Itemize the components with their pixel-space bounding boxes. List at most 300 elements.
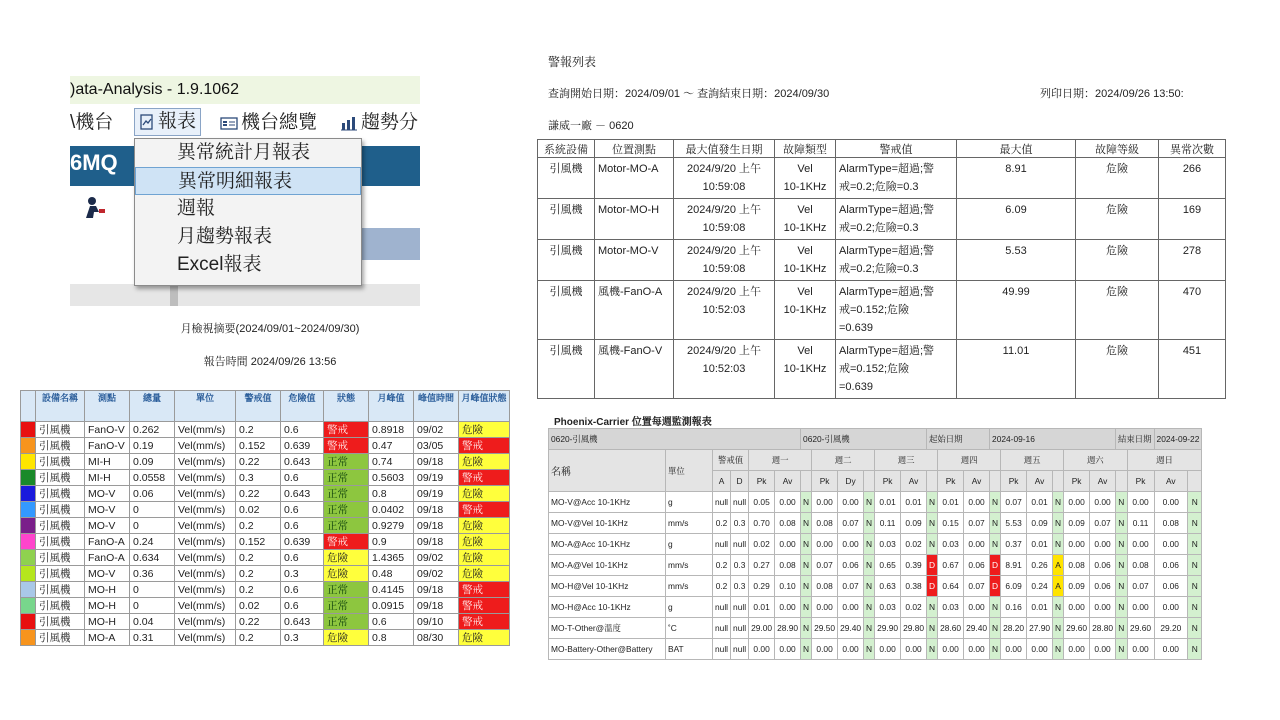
day-pk: 0.00 bbox=[1064, 639, 1090, 660]
unit: Vel(mm/s) bbox=[175, 614, 236, 630]
alarm-print-date: 列印日期：2024/09/26 13:50: bbox=[1040, 88, 1184, 100]
point: FanO-A bbox=[85, 534, 130, 550]
point: MO-H bbox=[85, 598, 130, 614]
day-pk: 0.00 bbox=[812, 639, 838, 660]
col-max-date: 最大值發生日期 bbox=[674, 140, 775, 158]
toolbar-label: 6MQ bbox=[70, 150, 118, 175]
danger-value: 0.6 bbox=[281, 470, 324, 486]
peak-value: 1.4365 bbox=[369, 550, 414, 566]
point: FanO-A bbox=[85, 550, 130, 566]
fault-level: 危險 bbox=[1076, 240, 1159, 281]
unit: Vel(mm/s) bbox=[175, 502, 236, 518]
peak-time: 09/19 bbox=[414, 486, 459, 502]
table-row bbox=[538, 340, 1226, 399]
day-av: 0.00 bbox=[1090, 597, 1116, 618]
device-name: 引風機 bbox=[36, 502, 85, 518]
day-pk: 0.11 bbox=[1127, 513, 1154, 534]
status: 正常 bbox=[324, 614, 369, 630]
col-name: 名稱 bbox=[549, 450, 666, 492]
menu-screenshot bbox=[70, 76, 420, 306]
peak-status: 警戒 bbox=[459, 438, 510, 454]
col-alert: 警戒值 bbox=[236, 391, 281, 422]
peak-value: 0.5603 bbox=[369, 470, 414, 486]
dropdown-item-weekly[interactable]: 週報 bbox=[177, 198, 216, 219]
day-level: N bbox=[801, 639, 812, 660]
total: 0.262 bbox=[130, 422, 175, 438]
peak-time: 08/30 bbox=[414, 630, 459, 646]
unit: Vel(mm/s) bbox=[175, 550, 236, 566]
day-level: N bbox=[927, 618, 938, 639]
day-level: N bbox=[1053, 639, 1064, 660]
sub-av: Av bbox=[964, 471, 990, 492]
day-level: N bbox=[1116, 597, 1128, 618]
day-thu: 週四 bbox=[938, 450, 1001, 471]
max-date: 2024/9/20 上午 10:59:08 bbox=[674, 240, 775, 281]
day-pk: 29.90 bbox=[875, 618, 901, 639]
day-sun: 週日 bbox=[1127, 450, 1202, 471]
peak-value: 0.0402 bbox=[369, 502, 414, 518]
point-unit: ˚C bbox=[666, 618, 713, 639]
peak-time: 09/18 bbox=[414, 598, 459, 614]
day-pk: 5.53 bbox=[1001, 513, 1027, 534]
total: 0.19 bbox=[130, 438, 175, 454]
status: 正常 bbox=[324, 582, 369, 598]
col-unit: 單位 bbox=[175, 391, 236, 422]
day-level: N bbox=[1053, 513, 1064, 534]
abnormal-count: 266 bbox=[1159, 158, 1226, 199]
point: MO-V bbox=[85, 486, 130, 502]
peak-status: 危險 bbox=[459, 518, 510, 534]
dropdown-item-monthly-stats[interactable]: 異常統計月報表 bbox=[177, 142, 311, 163]
alarm-query-period: 查詢開始日期：2024/09/01 ～ 查詢結束日期：2024/09/30 bbox=[548, 88, 830, 100]
day-level: N bbox=[1116, 576, 1128, 597]
day-level: N bbox=[990, 618, 1001, 639]
status: 正常 bbox=[324, 502, 369, 518]
day-av: 0.00 bbox=[838, 492, 864, 513]
alert-setting: AlarmType=超過;警 戒=0.2;危險=0.3 bbox=[836, 199, 957, 240]
day-pk: 0.09 bbox=[1064, 513, 1090, 534]
danger-value: 0.6 bbox=[281, 502, 324, 518]
menu-machine[interactable]: \機台 bbox=[70, 112, 114, 133]
day-pk: 29.60 bbox=[1064, 618, 1090, 639]
alarm-a: null bbox=[713, 639, 731, 660]
start-date-label: 起始日期 bbox=[927, 429, 990, 450]
unit: Vel(mm/s) bbox=[175, 454, 236, 470]
unit: Vel(mm/s) bbox=[175, 598, 236, 614]
alert-value: 0.2 bbox=[236, 518, 281, 534]
peak-time: 03/05 bbox=[414, 438, 459, 454]
table-row bbox=[549, 618, 1202, 639]
day-level: N bbox=[927, 534, 938, 555]
day-level: N bbox=[801, 576, 812, 597]
day-av: 0.00 bbox=[838, 597, 864, 618]
color-swatch bbox=[21, 598, 36, 614]
sub-pk: Pk bbox=[749, 471, 775, 492]
point-unit: BAT bbox=[666, 639, 713, 660]
peak-value: 0.9 bbox=[369, 534, 414, 550]
peak-value: 0.9279 bbox=[369, 518, 414, 534]
peak-time: 09/19 bbox=[414, 470, 459, 486]
day-pk: 0.00 bbox=[1064, 492, 1090, 513]
col-system: 系統設備 bbox=[538, 140, 595, 158]
day-level: N bbox=[1188, 513, 1202, 534]
day-level: N bbox=[1188, 618, 1202, 639]
danger-value: 0.643 bbox=[281, 454, 324, 470]
day-pk: 0.01 bbox=[749, 597, 775, 618]
day-pk: 0.65 bbox=[875, 555, 901, 576]
dropdown-item-monthly-trend[interactable]: 月趨勢報表 bbox=[177, 226, 273, 247]
day-pk: 0.00 bbox=[1064, 534, 1090, 555]
total: 0 bbox=[130, 502, 175, 518]
day-level: N bbox=[1188, 597, 1202, 618]
day-pk: 0.09 bbox=[1064, 576, 1090, 597]
day-level: N bbox=[801, 618, 812, 639]
sub-pk: Pk bbox=[812, 471, 838, 492]
status: 正常 bbox=[324, 518, 369, 534]
max-date: 2024/9/20 上午 10:59:08 bbox=[674, 199, 775, 240]
point-unit: g bbox=[666, 597, 713, 618]
point: MO-V bbox=[85, 566, 130, 582]
day-av: 0.00 bbox=[1090, 639, 1116, 660]
day-av: 0.00 bbox=[1154, 639, 1188, 660]
day-av: 0.00 bbox=[775, 534, 801, 555]
alarm-d: null bbox=[731, 597, 749, 618]
point-name: MO-A@Vel 10-1KHz bbox=[549, 555, 666, 576]
sub-blank bbox=[1053, 471, 1064, 492]
alarm-a: null bbox=[713, 534, 731, 555]
alarm-table bbox=[537, 139, 1226, 399]
day-av: 0.00 bbox=[901, 639, 927, 660]
day-av: 29.20 bbox=[1154, 618, 1188, 639]
day-pk: 0.29 bbox=[749, 576, 775, 597]
point-unit: g bbox=[666, 492, 713, 513]
alarm-d: 0.3 bbox=[731, 555, 749, 576]
status: 危險 bbox=[324, 566, 369, 582]
peak-time: 09/02 bbox=[414, 422, 459, 438]
danger-value: 0.3 bbox=[281, 630, 324, 646]
day-level: N bbox=[1188, 576, 1202, 597]
alert-value: 0.152 bbox=[236, 438, 281, 454]
table-row bbox=[21, 598, 510, 614]
day-level: N bbox=[864, 639, 875, 660]
day-level: N bbox=[801, 513, 812, 534]
table-row bbox=[21, 502, 510, 518]
alarm-list-title: 警報列表 bbox=[548, 55, 597, 69]
point: MI-H bbox=[85, 454, 130, 470]
sub-blank bbox=[1188, 471, 1202, 492]
fault-level: 危險 bbox=[1076, 158, 1159, 199]
day-level: N bbox=[1053, 618, 1064, 639]
abnormal-count: 169 bbox=[1159, 199, 1226, 240]
day-pk: 0.01 bbox=[938, 492, 964, 513]
day-av: 0.00 bbox=[1027, 639, 1053, 660]
day-pk: 0.05 bbox=[749, 492, 775, 513]
end-date: 2024-09-22 bbox=[1154, 429, 1202, 450]
peak-value: 0.8 bbox=[369, 630, 414, 646]
day-av: 0.00 bbox=[775, 597, 801, 618]
point: MO-V bbox=[85, 518, 130, 534]
person-icon bbox=[82, 196, 108, 225]
device-name: 引風機 bbox=[36, 454, 85, 470]
day-level: D bbox=[990, 555, 1001, 576]
day-pk: 0.02 bbox=[749, 534, 775, 555]
day-av: 0.07 bbox=[1090, 513, 1116, 534]
unit: Vel(mm/s) bbox=[175, 438, 236, 454]
day-pk: 0.00 bbox=[875, 639, 901, 660]
day-level: D bbox=[927, 576, 938, 597]
color-swatch bbox=[21, 422, 36, 438]
day-av: 0.02 bbox=[901, 534, 927, 555]
day-level: A bbox=[1053, 555, 1064, 576]
color-swatch bbox=[21, 518, 36, 534]
col-unit: 單位 bbox=[666, 450, 713, 492]
sub-blank bbox=[990, 471, 1001, 492]
status: 正常 bbox=[324, 598, 369, 614]
sub-blank bbox=[801, 471, 812, 492]
day-av: 28.90 bbox=[775, 618, 801, 639]
day-pk: 0.03 bbox=[938, 534, 964, 555]
fault-level: 危險 bbox=[1076, 281, 1159, 340]
app-title: )ata-Analysis - 1.9.1062 bbox=[70, 76, 420, 104]
table-row bbox=[21, 582, 510, 598]
point: MI-H bbox=[85, 470, 130, 486]
point-unit: mm/s bbox=[666, 513, 713, 534]
alert-value: 0.3 bbox=[236, 470, 281, 486]
alarm-a: null bbox=[713, 618, 731, 639]
total: 0.634 bbox=[130, 550, 175, 566]
dropdown-item-excel[interactable]: Excel報表 bbox=[177, 254, 262, 275]
day-pk: 0.07 bbox=[812, 555, 838, 576]
max-value: 5.53 bbox=[957, 240, 1076, 281]
peak-time: 09/18 bbox=[414, 518, 459, 534]
day-wed: 週三 bbox=[875, 450, 938, 471]
sub-av: Av bbox=[775, 471, 801, 492]
point-name: MO-H@Acc 10-1KHz bbox=[549, 597, 666, 618]
machine-overview-icon bbox=[220, 115, 238, 131]
day-level: D bbox=[927, 555, 938, 576]
day-level: N bbox=[801, 492, 812, 513]
day-level: N bbox=[864, 513, 875, 534]
day-av: 0.00 bbox=[1154, 597, 1188, 618]
day-pk: 0.00 bbox=[1064, 597, 1090, 618]
table-row bbox=[549, 555, 1202, 576]
unit: Vel(mm/s) bbox=[175, 566, 236, 582]
danger-value: 0.6 bbox=[281, 598, 324, 614]
day-pk: 0.07 bbox=[1127, 576, 1154, 597]
total: 0 bbox=[130, 598, 175, 614]
day-av: 0.00 bbox=[1090, 534, 1116, 555]
device-name: 引風機 bbox=[36, 470, 85, 486]
alert-value: 0.22 bbox=[236, 486, 281, 502]
day-av: 0.38 bbox=[901, 576, 927, 597]
status: 危險 bbox=[324, 550, 369, 566]
col-fault-type: 故障類型 bbox=[775, 140, 836, 158]
sub-d: D bbox=[731, 471, 749, 492]
color-swatch bbox=[21, 502, 36, 518]
day-level: N bbox=[990, 492, 1001, 513]
day-pk: 0.00 bbox=[812, 534, 838, 555]
day-av: 0.06 bbox=[1154, 576, 1188, 597]
day-pk: 0.00 bbox=[1127, 534, 1154, 555]
day-av: 0.06 bbox=[1090, 555, 1116, 576]
day-pk: 0.08 bbox=[1127, 555, 1154, 576]
color-swatch bbox=[21, 438, 36, 454]
day-pk: 6.09 bbox=[1001, 576, 1027, 597]
day-av: 0.00 bbox=[964, 639, 990, 660]
day-av: 0.08 bbox=[775, 555, 801, 576]
day-pk: 0.03 bbox=[875, 534, 901, 555]
sub-av: Av bbox=[901, 471, 927, 492]
color-swatch bbox=[21, 582, 36, 598]
point-name: MO-A@Acc 10-1KHz bbox=[549, 534, 666, 555]
max-value: 49.99 bbox=[957, 281, 1076, 340]
day-pk: 0.00 bbox=[1001, 639, 1027, 660]
col-max-value: 最大值 bbox=[957, 140, 1076, 158]
alert-value: 0.152 bbox=[236, 534, 281, 550]
day-level: N bbox=[1053, 534, 1064, 555]
peak-time: 09/18 bbox=[414, 534, 459, 550]
day-level: N bbox=[1116, 555, 1128, 576]
danger-value: 0.6 bbox=[281, 550, 324, 566]
day-level: N bbox=[1116, 639, 1128, 660]
menu-reports[interactable]: 報表 bbox=[134, 108, 201, 136]
start-date: 2024-09-16 bbox=[990, 429, 1116, 450]
day-pk: 0.08 bbox=[1064, 555, 1090, 576]
device-name: 引風機 bbox=[36, 630, 85, 646]
dropdown-item-detail-report[interactable]: 異常明細報表 bbox=[135, 167, 361, 195]
sub-pk: Pk bbox=[1064, 471, 1090, 492]
total: 0.31 bbox=[130, 630, 175, 646]
unit: Vel(mm/s) bbox=[175, 422, 236, 438]
point: MO-V bbox=[85, 502, 130, 518]
weekly-report-table bbox=[548, 428, 1202, 660]
status-band bbox=[70, 284, 420, 306]
alarm-a: 0.2 bbox=[713, 513, 731, 534]
day-level: N bbox=[927, 513, 938, 534]
day-fri: 週五 bbox=[1001, 450, 1064, 471]
peak-value: 0.47 bbox=[369, 438, 414, 454]
day-level: N bbox=[990, 513, 1001, 534]
alert-value: 0.02 bbox=[236, 502, 281, 518]
danger-value: 0.6 bbox=[281, 582, 324, 598]
peak-value: 0.74 bbox=[369, 454, 414, 470]
table-row bbox=[549, 513, 1202, 534]
status: 正常 bbox=[324, 454, 369, 470]
point: FanO-V bbox=[85, 438, 130, 454]
alert-setting: AlarmType=超過;警 戒=0.2;危險=0.3 bbox=[836, 240, 957, 281]
day-pk: 0.08 bbox=[812, 513, 838, 534]
day-av: 0.00 bbox=[775, 639, 801, 660]
splitter[interactable] bbox=[170, 284, 178, 306]
color-swatch bbox=[21, 566, 36, 582]
table-row bbox=[21, 614, 510, 630]
color-swatch bbox=[21, 614, 36, 630]
point: MO-A bbox=[85, 630, 130, 646]
point-name: MO-V@Vel 10-1KHz bbox=[549, 513, 666, 534]
point-name: MO-V@Acc 10-1KHz bbox=[549, 492, 666, 513]
peak-value: 0.6 bbox=[369, 614, 414, 630]
col-point: 測點 bbox=[85, 391, 130, 422]
summary-title: 月檢視摘要(2024/09/01~2024/09/30) bbox=[180, 323, 360, 335]
alert-value: 0.2 bbox=[236, 582, 281, 598]
fault-level: 危險 bbox=[1076, 199, 1159, 240]
device-name: 引風機 bbox=[36, 582, 85, 598]
status: 警戒 bbox=[324, 438, 369, 454]
day-av: 0.00 bbox=[1090, 492, 1116, 513]
unit: Vel(mm/s) bbox=[175, 630, 236, 646]
day-level: D bbox=[990, 576, 1001, 597]
point-unit: mm/s bbox=[666, 576, 713, 597]
day-av: 0.06 bbox=[1154, 555, 1188, 576]
peak-value: 0.48 bbox=[369, 566, 414, 582]
peak-time: 09/02 bbox=[414, 550, 459, 566]
abnormal-count: 451 bbox=[1159, 340, 1226, 399]
device-name: 引風機 bbox=[36, 518, 85, 534]
day-pk: 0.01 bbox=[875, 492, 901, 513]
table-row bbox=[538, 199, 1226, 240]
alarm-d: null bbox=[731, 639, 749, 660]
day-av: 0.26 bbox=[1027, 555, 1053, 576]
weekly-table-body bbox=[549, 492, 1202, 660]
alarm-d: 0.3 bbox=[731, 513, 749, 534]
day-av: 29.80 bbox=[901, 618, 927, 639]
alert-setting: AlarmType=超過;警 戒=0.2;危險=0.3 bbox=[836, 158, 957, 199]
peak-status: 警戒 bbox=[459, 582, 510, 598]
sub-blank bbox=[927, 471, 938, 492]
day-level: N bbox=[1116, 492, 1128, 513]
day-pk: 29.60 bbox=[1127, 618, 1154, 639]
peak-time: 09/18 bbox=[414, 454, 459, 470]
peak-status: 危險 bbox=[459, 630, 510, 646]
day-pk: 0.37 bbox=[1001, 534, 1027, 555]
peak-value: 0.8 bbox=[369, 486, 414, 502]
alert-value: 0.2 bbox=[236, 630, 281, 646]
sub-blank bbox=[1116, 471, 1128, 492]
sub-dy: Dy bbox=[838, 471, 864, 492]
sub-pk: Pk bbox=[875, 471, 901, 492]
total: 0.24 bbox=[130, 534, 175, 550]
status: 正常 bbox=[324, 486, 369, 502]
table-row bbox=[21, 630, 510, 646]
point-name: MO-Battery-Other@Battery bbox=[549, 639, 666, 660]
system-device: 引風機 bbox=[538, 240, 595, 281]
abnormal-count: 278 bbox=[1159, 240, 1226, 281]
alarm-a: null bbox=[713, 597, 731, 618]
summary-report-time: 報告時間 2024/09/26 13:56 bbox=[203, 356, 337, 368]
day-av: 0.39 bbox=[901, 555, 927, 576]
table-row bbox=[21, 534, 510, 550]
point: MO-H bbox=[85, 614, 130, 630]
point: MO-H bbox=[85, 582, 130, 598]
day-av: 0.07 bbox=[964, 513, 990, 534]
day-level: N bbox=[990, 597, 1001, 618]
sub-blank bbox=[864, 471, 875, 492]
day-level: N bbox=[927, 492, 938, 513]
max-value: 8.91 bbox=[957, 158, 1076, 199]
color-swatch bbox=[21, 470, 36, 486]
day-level: N bbox=[1188, 492, 1202, 513]
day-av: 0.00 bbox=[964, 534, 990, 555]
sub-a: A bbox=[713, 471, 731, 492]
alert-value: 0.2 bbox=[236, 550, 281, 566]
peak-status: 危險 bbox=[459, 422, 510, 438]
unit: Vel(mm/s) bbox=[175, 582, 236, 598]
menu-machine-overview[interactable]: 機台總覽 bbox=[220, 110, 317, 136]
menu-trend[interactable]: 趨勢分 bbox=[340, 110, 418, 136]
total: 0 bbox=[130, 582, 175, 598]
fault-type: Vel 10-1KHz bbox=[775, 199, 836, 240]
unit: Vel(mm/s) bbox=[175, 470, 236, 486]
